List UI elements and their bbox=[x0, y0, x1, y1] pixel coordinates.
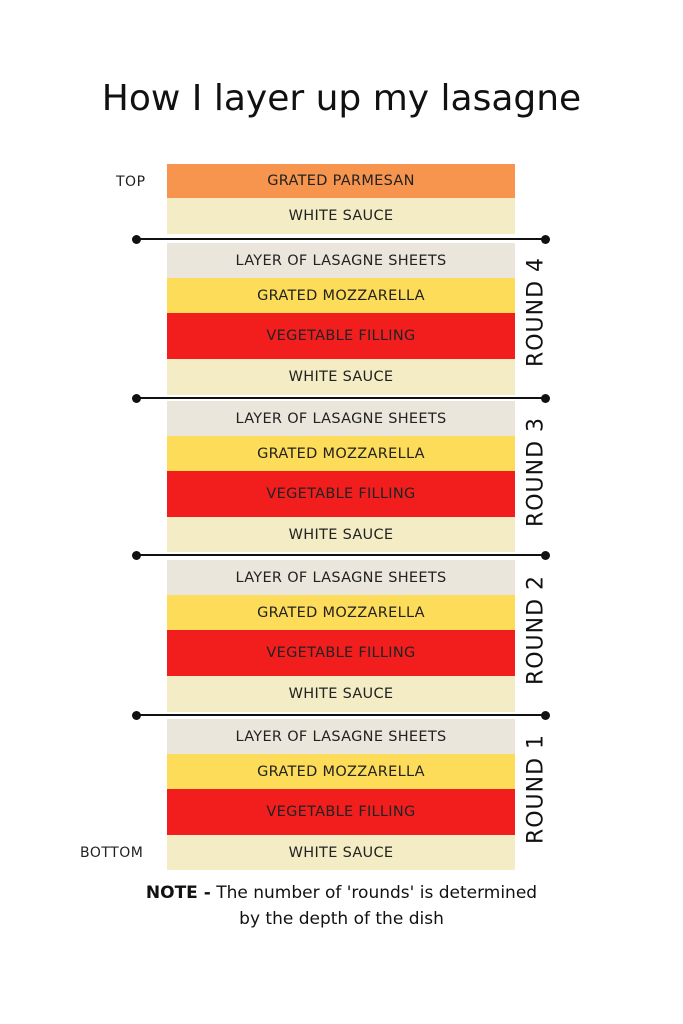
layer-white-sauce: WHITE SAUCE bbox=[167, 676, 515, 712]
note-label: NOTE - bbox=[145, 883, 211, 903]
layer-vegetable-filling: VEGETABLE FILLING bbox=[167, 471, 515, 517]
note-line-1: The number of 'rounds' is determined bbox=[216, 883, 538, 903]
round-divider bbox=[136, 238, 546, 240]
divider-dot bbox=[132, 711, 141, 720]
round-label-text: ROUND 2 bbox=[523, 574, 549, 686]
layer-lasagne-sheets: LAYER OF LASAGNE SHEETS bbox=[167, 243, 515, 278]
layer-lasagne-sheets: LAYER OF LASAGNE SHEETS bbox=[167, 719, 515, 754]
footnote bbox=[0, 880, 683, 932]
round-divider bbox=[136, 397, 546, 399]
layer-white-sauce: WHITE SAUCE bbox=[167, 835, 515, 870]
layer-vegetable-filling: VEGETABLE FILLING bbox=[167, 313, 515, 359]
layer-white-sauce: WHITE SAUCE bbox=[167, 517, 515, 552]
layer-mozzarella: GRATED MOZZARELLA bbox=[167, 595, 515, 630]
note-line-2: by the depth of the dish bbox=[239, 909, 444, 929]
layer-vegetable-filling: VEGETABLE FILLING bbox=[167, 630, 515, 676]
divider-dot bbox=[541, 551, 550, 560]
round-label-text: ROUND 1 bbox=[523, 733, 549, 845]
layer-top-white-sauce: WHITE SAUCE bbox=[167, 198, 515, 234]
round-divider bbox=[136, 554, 546, 556]
round-label-text: ROUND 4 bbox=[523, 256, 549, 368]
top-label: TOP bbox=[116, 174, 146, 190]
divider-dot bbox=[132, 551, 141, 560]
layer-mozzarella: GRATED MOZZARELLA bbox=[167, 754, 515, 789]
diagram-title: How I layer up my lasagne bbox=[101, 78, 582, 119]
round-divider bbox=[136, 714, 546, 716]
layer-vegetable-filling: VEGETABLE FILLING bbox=[167, 789, 515, 835]
round-label-text: ROUND 3 bbox=[523, 416, 549, 528]
layer-lasagne-sheets: LAYER OF LASAGNE SHEETS bbox=[167, 560, 515, 595]
layer-mozzarella: GRATED MOZZARELLA bbox=[167, 278, 515, 313]
divider-dot bbox=[541, 394, 550, 403]
divider-dot bbox=[541, 711, 550, 720]
layer-parmesan: GRATED PARMESAN bbox=[167, 164, 515, 198]
layer-white-sauce: WHITE SAUCE bbox=[167, 359, 515, 395]
divider-dot bbox=[132, 394, 141, 403]
layer-mozzarella: GRATED MOZZARELLA bbox=[167, 436, 515, 471]
divider-dot bbox=[541, 235, 550, 244]
layer-lasagne-sheets: LAYER OF LASAGNE SHEETS bbox=[167, 401, 515, 436]
divider-dot bbox=[132, 235, 141, 244]
bottom-label: BOTTOM bbox=[80, 845, 144, 861]
